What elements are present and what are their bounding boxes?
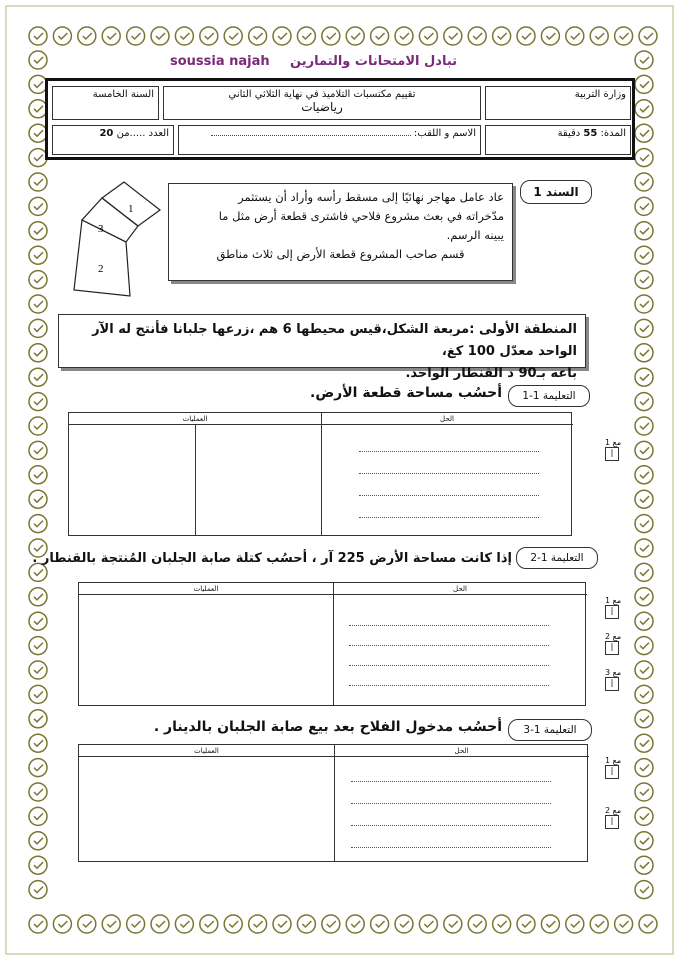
name-label: الاسم و اللقب: bbox=[413, 128, 476, 139]
score-box-2 bbox=[605, 596, 621, 619]
score-total: 20 bbox=[99, 128, 114, 139]
score-box-6 bbox=[605, 806, 621, 829]
score-box-5 bbox=[605, 756, 621, 779]
score-of: من bbox=[116, 128, 130, 139]
operations-header: العمليات bbox=[69, 413, 321, 425]
score-value[interactable]: أ bbox=[605, 447, 619, 461]
score-box-1 bbox=[605, 438, 621, 461]
score-criterion: مع 1 bbox=[605, 756, 622, 765]
answer-line[interactable] bbox=[349, 645, 549, 646]
header-brand bbox=[170, 54, 500, 76]
story-line: قسم صاحب المشروع قطعة الأرض إلى ثلاث مناطق bbox=[216, 247, 465, 261]
score-cell: العدد .....من 20 bbox=[52, 125, 174, 155]
instruction-1-2-tag: التعليمة 1-2 bbox=[516, 547, 598, 569]
answer-line[interactable] bbox=[349, 625, 549, 626]
answer-line[interactable] bbox=[351, 825, 551, 826]
solution-header: الحل bbox=[334, 745, 589, 757]
instruction-1-1-text: أحسُب مساحة قطعة الأرض. bbox=[310, 385, 502, 401]
story-line: يبينه الرسم. bbox=[446, 228, 504, 242]
score-criterion: مع 2 bbox=[605, 806, 622, 815]
work-table-1 bbox=[68, 412, 572, 536]
operations-header: العمليات bbox=[79, 583, 333, 595]
score-criterion: مع 2 bbox=[605, 632, 622, 641]
instruction-1-1-tag: التعليمة 1-1 bbox=[508, 385, 590, 407]
exam-info-table bbox=[45, 78, 635, 160]
ministry-cell bbox=[485, 86, 631, 120]
solution-header: الحل bbox=[333, 583, 587, 595]
grade-cell bbox=[52, 86, 159, 120]
figure-label-1: 1 bbox=[128, 203, 134, 215]
answer-line[interactable] bbox=[359, 495, 539, 496]
instruction-1-2-text: إذا كانت مساحة الأرض 225 آر ، أحسُب كتلة صابة الجلبان المُنتجة بالقنطار . bbox=[32, 551, 512, 566]
score-box-4 bbox=[605, 668, 621, 691]
sanad-label: السند 1 bbox=[520, 180, 592, 204]
answer-line[interactable] bbox=[351, 803, 551, 804]
exam-title: تقييم مكتسبات التلاميذ في نهاية الثلاثي الثاني bbox=[228, 89, 416, 100]
answer-line[interactable] bbox=[359, 517, 539, 518]
figure-label-2: 2 bbox=[98, 263, 104, 275]
zone-line: باعه بـ90 د القنطار الواحد. bbox=[405, 366, 577, 381]
score-value[interactable]: أ bbox=[605, 677, 619, 691]
score-value[interactable]: أ bbox=[605, 815, 619, 829]
score-criterion: مع 3 bbox=[605, 668, 622, 677]
ministry: وزارة التربية bbox=[574, 89, 626, 100]
brand-arabic: تبادل الامتحانات والتمارين bbox=[290, 54, 458, 69]
name-input[interactable] bbox=[211, 135, 411, 136]
answer-line[interactable] bbox=[349, 685, 549, 686]
answer-line[interactable] bbox=[349, 665, 549, 666]
duration-unit: دقيقة bbox=[557, 128, 581, 139]
score-box-3 bbox=[605, 632, 621, 655]
zone-1-box bbox=[58, 314, 586, 381]
score-criterion: مع 1 bbox=[605, 596, 622, 605]
land-figure bbox=[68, 180, 168, 300]
solution-header: الحل bbox=[321, 413, 573, 425]
title-cell bbox=[163, 86, 481, 120]
story-box bbox=[168, 183, 513, 281]
answer-line[interactable] bbox=[359, 473, 539, 474]
duration-label: المدة: bbox=[600, 128, 626, 139]
zone-line: المنطقة الأولى :مربعة الشكل،قيس محيطها 6 هم ،زرعها جلبانا فأنتج له الآر الواحد معدّل 100 كغ، bbox=[92, 322, 577, 359]
answer-line[interactable] bbox=[351, 781, 551, 782]
instruction-1-3-tag: التعليمة 1-3 bbox=[508, 719, 592, 741]
work-table-3 bbox=[78, 744, 588, 862]
score-value[interactable]: أ bbox=[605, 765, 619, 779]
answer-line[interactable] bbox=[351, 847, 551, 848]
story-line: عاد عامل مهاجر نهائيًا إلى مسقط رأسه وأراد أن يستثمر bbox=[238, 190, 504, 204]
score-value[interactable]: أ bbox=[605, 641, 619, 655]
brand-latin: soussia najah bbox=[170, 54, 270, 69]
answer-line[interactable] bbox=[359, 451, 539, 452]
grade: السنة الخامسة bbox=[92, 89, 154, 100]
duration-value: 55 bbox=[583, 128, 598, 139]
duration-cell bbox=[485, 125, 631, 155]
score-criterion: مع 1 bbox=[605, 438, 622, 447]
operations-header: العمليات bbox=[79, 745, 334, 757]
score-value[interactable]: أ bbox=[605, 605, 619, 619]
figure-label-3: 3 bbox=[98, 223, 104, 235]
work-table-2 bbox=[78, 582, 586, 706]
score-label: العدد bbox=[148, 128, 169, 139]
instruction-1-3-text: أحسُب مدخول الفلاح بعد بيع صابة الجلبان بالدينار . bbox=[153, 719, 502, 735]
subject: رياضيات bbox=[301, 100, 343, 114]
story-line: مدّخراته في بعث مشروع فلاحي فاشترى قطعة أرض مثل ما bbox=[218, 209, 504, 223]
name-cell bbox=[178, 125, 481, 155]
